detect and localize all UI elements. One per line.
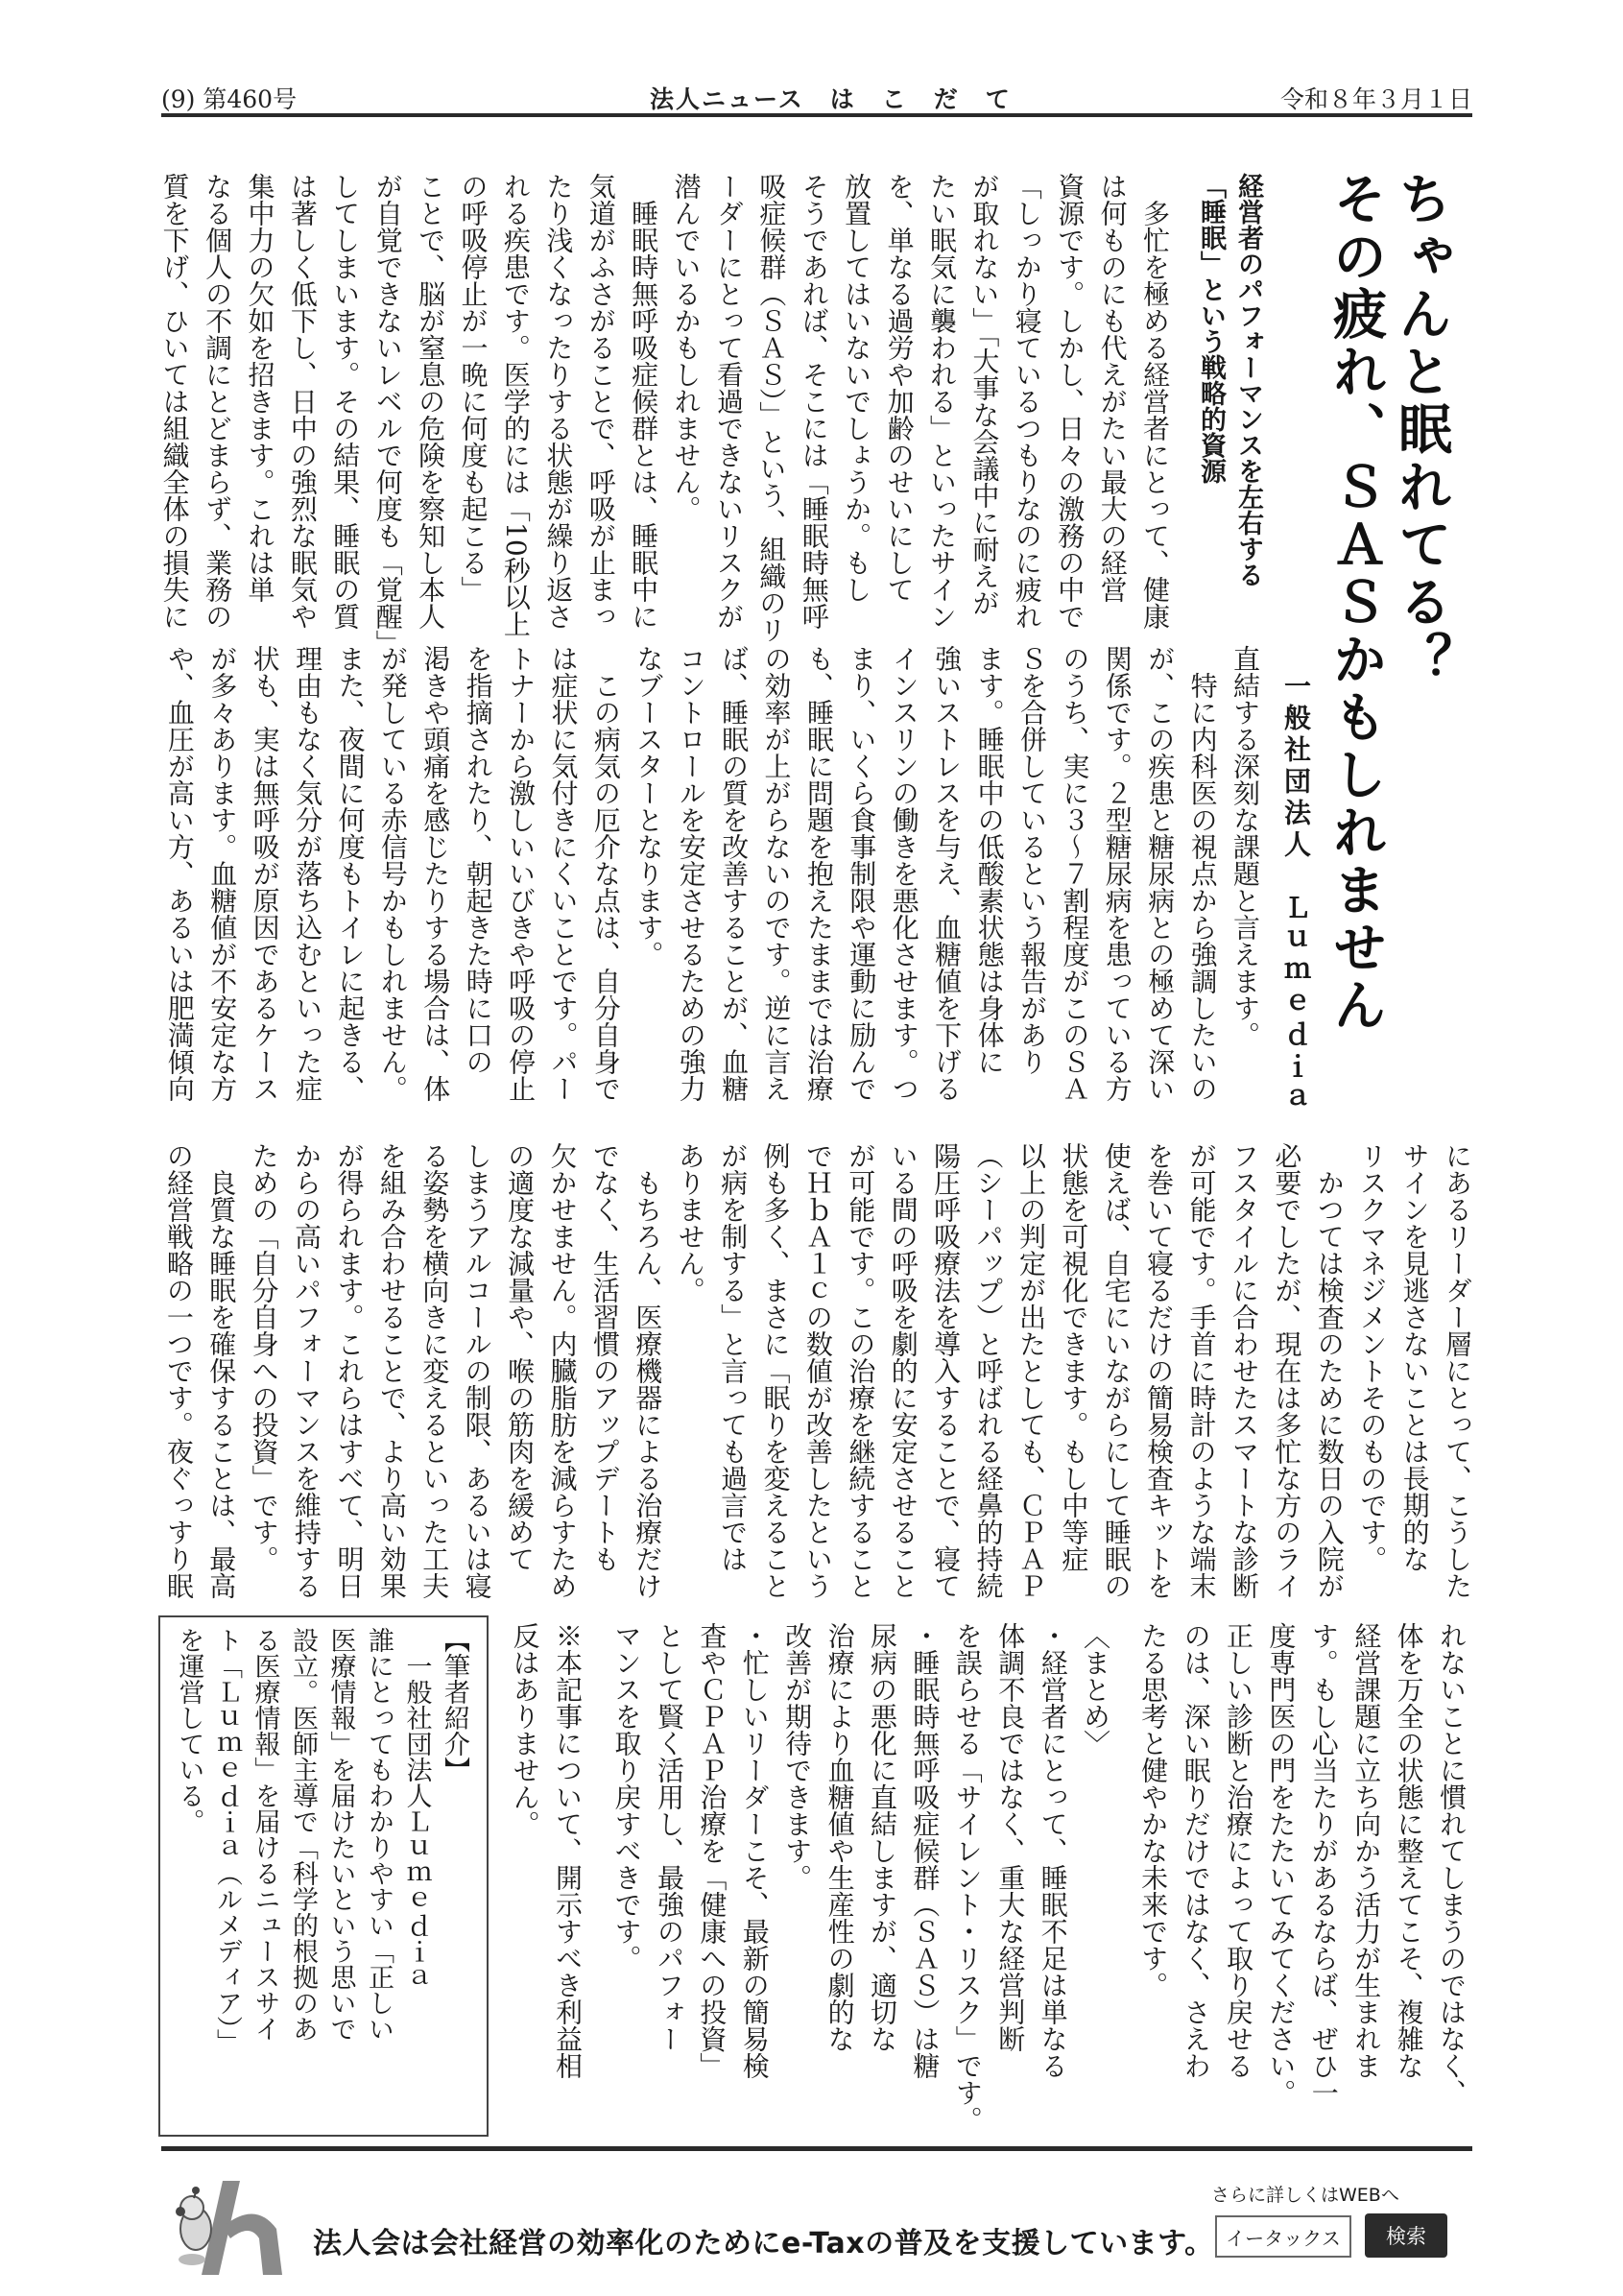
text-column: 強いストレスを与え、血糖値を下げる [931,645,964,1102]
note-column: 反はありません。 [509,1622,541,1837]
footer-rule [161,2146,1472,2151]
profile-column: 一般社団法人Ｌｕｍｅｄｉａ [401,1627,432,1990]
disclosure-note [503,1622,588,2079]
summary-column: ・経営者にとって、睡眠不足は単なる [1037,1622,1069,2079]
text-column: たい眠気に襲われる」といったサイン [925,173,958,630]
text-column: なる個人の不調にとどまらず、業務の [202,173,234,630]
profile-column: 【筆者紹介】 [440,1627,469,1782]
text-column: かつては検査のために数日の入院が [1313,1142,1346,1599]
title-line: ちゃんと眠れてる？ [1390,171,1452,689]
summary-column: として賢く活用し、最強のパフォー [653,1622,685,2052]
text-column: 良質な睡眠を確保することは、最高 [205,1142,238,1599]
text-column: でＨｂＡ１ｃの数値が改善したという [801,1142,834,1599]
text-column: ありません。 [674,1142,706,1303]
text-column: まり、いくら食事制限や運動に励んで [846,645,878,1102]
text-column: 集中力の欠如を招きます。これは単 [244,173,276,603]
issue-date: 令和８年３月１日 [1279,85,1472,113]
subheading-line: 経営者のパフォーマンスを左右する [1233,173,1263,587]
summary-column: 改善が期待できます。 [781,1622,814,1891]
text-column: が取れない」「大事な会議中に耐えが [968,173,1001,616]
text-column: れないことに慣れてしまうのではなく、 [1436,1622,1468,2106]
search-input[interactable]: イータックス [1215,2215,1351,2258]
text-column: 度専門医の門をたたいてみてください。 [1265,1622,1298,2106]
text-column: 正しい診断と治療によって取り戻せる [1222,1622,1254,2079]
text-column: 資源です。しかし、日々の激務の中で [1054,173,1086,630]
text-column: を、単なる過労や加齢のせいにして [883,173,916,603]
text-column: ための「自分自身への投資」です。 [248,1142,280,1572]
text-column: サインを見逃さないことは長期的な [1398,1142,1431,1572]
text-column: る姿勢を横向きに変えるといった工夫 [418,1142,451,1599]
newspaper-name: 法人ニュース は こ だ て [650,85,1012,113]
text-column: 経営課題に立ち向かう活力が生まれま [1350,1622,1383,2079]
summary-column: ・睡眠時無呼吸症候群（ＳＡＳ）は糖 [909,1622,942,2079]
subheading-line: 「睡眠」という戦略的資源 [1196,173,1226,484]
text-column: たり浅くなったりする状態が繰り返さ [542,173,575,630]
text-column: 使えば、自宅にいながらにして睡眠の [1100,1142,1133,1599]
text-column: 気道がふさがることで、呼吸が止まっ [585,173,617,630]
author-profile-box [158,1615,489,2137]
text-column: （シーパップ）と呼ばれる経鼻的持続 [972,1142,1005,1599]
text-column: 直結する深刻な課題と言えます。 [1229,645,1261,1048]
text-column: そうであれば、そこには「睡眠時無呼 [798,173,830,630]
text-column: の経営戦略の一つです。夜ぐっすり眠 [162,1142,195,1599]
text-column: を指摘されたり、朝起きた時に口の [462,645,494,1075]
summary-column: ・忙しいリーダーこそ、最新の簡易検 [738,1622,771,2079]
summary-column: 尿病の悪化に直結しますが、適切な [866,1622,898,2052]
issue-number: (9) 第460号 [161,85,298,113]
text-column: してしまいます。その結果、睡眠の質 [329,173,362,630]
text-column: を巻いて寝るだけの簡易検査キットを [1143,1142,1176,1599]
text-column: いる間の呼吸を劇的に安定させること [887,1142,919,1599]
author-name: 一般社団法人 Ｌｕｍｅｄｉａ [1280,672,1312,1115]
article-body-tier-1 [153,173,1176,657]
text-column: が得られます。これらはすべて、明日 [333,1142,366,1599]
text-column: Ｓを合併しているという報告があり [1015,645,1048,1075]
summary-column: 〈まとめ〉 [1080,1622,1111,1757]
text-column: は症状に気付きにくいことです。パー [547,645,580,1102]
text-column: を組み合わせることで、より高い効果 [375,1142,408,1599]
text-column: 必要でしたが、現在は多忙な方のライ [1271,1142,1303,1599]
profile-column: 医療情報」を届けたいという思いで [325,1627,356,2042]
text-column: にあるリーダー層にとって、こうした [1442,1142,1473,1599]
text-column: が可能です。手首に時計のような端末 [1185,1142,1218,1599]
web-label: さらに詳しくはWEBへ [1211,2185,1399,2206]
author-profile [170,1627,473,2055]
text-column: は何ものにも代えがたい最大の経営 [1096,173,1129,603]
text-column: が、この疾患と糖尿病との極めて深い [1144,645,1177,1102]
note-column: ※本記事について、開示すべき利益相 [552,1622,584,2079]
text-column: 例も多く、まさに「眠りを変えること [759,1142,792,1599]
text-column: や、血圧が高い方、あるいは肥満傾向 [163,645,196,1102]
text-column: 潜んでいるかもしれません。 [670,173,703,522]
text-column: リスクマネジメントそのものです。 [1356,1142,1389,1572]
text-column: も、睡眠に問題を抱えたままでは治療 [802,645,835,1102]
article-body-tier-2 [157,645,1266,1102]
text-column: が自覚できないレベルで何度も「覚醒」 [371,173,404,657]
text-column: 陽圧呼吸療法を導入することで、寝て [930,1142,963,1599]
text-column: 吸症候群（ＳＡＳ）」という、組織のリ [755,173,788,643]
article-body-tier-3 [156,1142,1478,1599]
profile-column: 設立。医師主導で「科学的根拠のあ [288,1627,318,2042]
text-column: 睡眠時無呼吸症候群とは、睡眠中に [628,173,660,630]
text-column: ます。睡眠中の低酸素状態は身体に [973,645,1006,1075]
text-column: は著しく低下し、日中の強烈な眠気や [286,173,319,630]
text-column: ば、睡眠の質を改善することが、血糖 [718,645,751,1102]
profile-column: 誰にとってもわかりやすい「正しい [364,1627,394,2042]
text-column: のは、深い眠りだけではなく、さえわ [1180,1622,1212,2079]
text-column: ことで、脳が窒息の危険を察知し本人 [415,173,447,630]
text-column: からの高いパフォーマンスを維持する [291,1142,323,1599]
profile-column: る医療情報」を届けるニュースサイ [250,1627,280,2042]
summary-column: 査やＣＰＡＰ治療を「健康への投資」 [696,1622,728,2079]
text-column: でなく、生活習慣のアップデートも [588,1142,621,1572]
text-column: 多忙を極める経営者にとって、健康 [1139,173,1171,630]
houjinkai-mascot-logo-icon [163,2171,288,2279]
search-button[interactable]: 検索 [1365,2213,1447,2258]
summary-column: マンスを取り戻すべきです。 [610,1622,643,1972]
text-column: コントロールを安定させるための強力 [675,645,707,1102]
text-column: 体を万全の状態に整えてこそ、複雑な [1393,1622,1425,2079]
text-column: 質を下げ、ひいては組織全体の損失に [158,173,191,630]
text-column: たる思考と健やかな未来です。 [1137,1622,1170,1998]
text-column: 以上の判定が出たとしても、ＣＰＡＰ [1014,1142,1047,1599]
text-column: す。もし心当たりがあるならば、ぜひ一 [1307,1622,1340,2106]
text-column: また、夜間に何度もトイレに起きる、 [334,645,367,1102]
text-column: 放置してはいないでしょうか。もし [841,173,873,603]
text-column: の呼吸停止が一晩に何度も起こる」 [457,173,489,603]
text-column: 関係です。２型糖尿病を患っている方 [1101,645,1134,1102]
text-column: 渇きや頭痛を感じたりする場合は、体 [419,645,452,1102]
profile-column: ト「Ｌｕｍｅｄｉａ（ルメディア）」 [212,1627,242,2055]
article-title [1323,171,1453,1035]
header-rule [161,113,1472,117]
text-column: 「しっかり寝ているつもりなのに疲れ [1011,173,1043,630]
text-column: ーダーにとって看過できないリスクが [712,173,745,630]
text-column: 状も、実は無呼吸が原因であるケース [249,645,281,1102]
article-subheading [1192,173,1267,587]
text-column: トナーから激しいいびきや呼吸の停止 [505,645,537,1102]
text-column: が可能です。この治療を継続すること [845,1142,877,1599]
text-column: 特に内科医の視点から強調したいの [1186,645,1219,1102]
text-column: もちろん、医療機器による治療だけ [632,1142,664,1599]
summary-column: を誤らせる「サイレント・リスク」です。 [951,1622,984,2133]
text-column: 理由もなく気分が落ち込むといった症 [292,645,324,1102]
text-column: フスタイルに合わせたスマートな診断 [1228,1142,1260,1599]
text-column: のうち、実に３～７割程度がこのＳＡ [1059,645,1091,1102]
text-column: が病を制する」と言っても過言では [717,1142,750,1572]
text-column: しまうアルコールの制限、あるいは寝 [461,1142,493,1599]
title-line: その疲れ、ＳＡＳかもしれません [1325,171,1387,1035]
text-column: 欠かせません。内臓脂肪を減らすため [546,1142,579,1599]
text-column: インスリンの働きを悪化させます。つ [888,645,920,1102]
text-column: れる疾患です。医学的には「10秒以上 [499,173,532,637]
footer-slogan: 法人会は会社経営の効率化のためにe-Taxの普及を支援しています。 [313,2227,1214,2260]
article-body-tier-4 [1132,1622,1472,2106]
text-column: が発している赤信号かもしれません。 [376,645,409,1102]
profile-column: を運営している。 [174,1627,204,1834]
article-author [1277,672,1315,1115]
article-summary [605,1622,1116,2133]
text-column: 状態を可視化できます。もし中等症 [1058,1142,1090,1572]
summary-column: 体調不良ではなく、重大な経営判断 [994,1622,1027,2052]
text-column: の適度な減量や、喉の筋肉を緩めて [504,1142,537,1572]
text-column: この病気の厄介な点は、自分自身で [589,645,622,1102]
text-column: が多々あります。血糖値が不安定な方 [206,645,239,1102]
summary-column: 治療により血糖値や生産性の劇的な [823,1622,856,2052]
text-column: なブースターとなります。 [632,645,665,968]
text-column: の効率が上がらないのです。逆に言え [760,645,793,1102]
